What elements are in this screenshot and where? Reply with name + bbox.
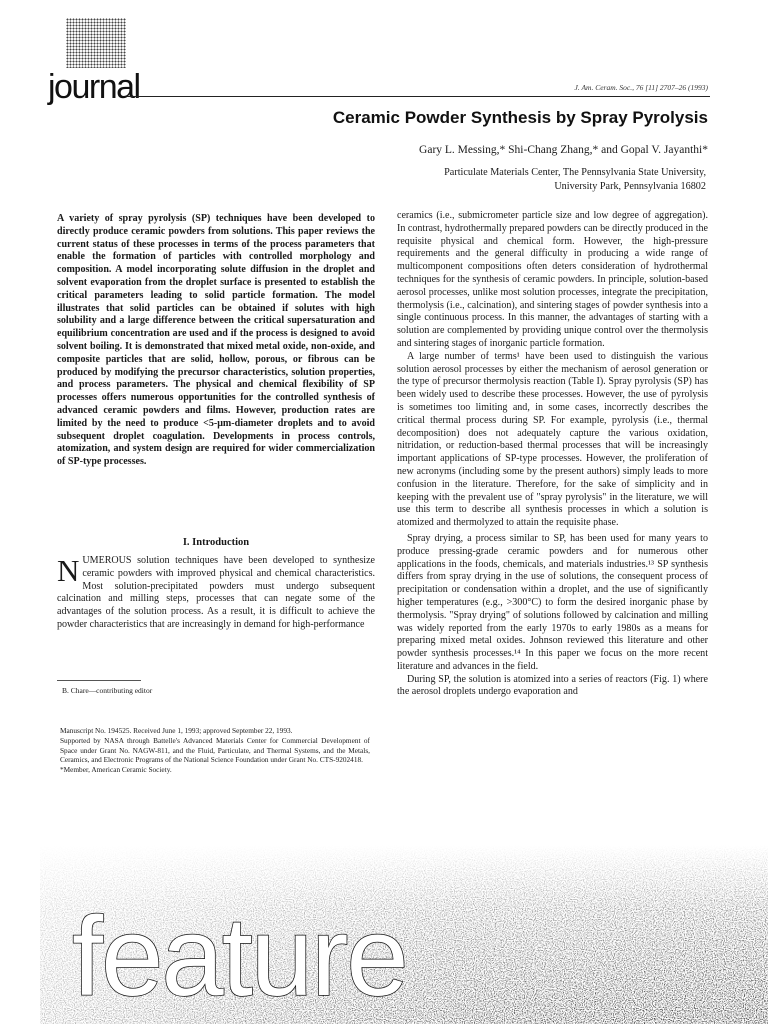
footnote-rule bbox=[57, 680, 141, 681]
masthead-halftone-decoration bbox=[66, 18, 126, 68]
paragraph: During SP, the solution is atomized into a series of reactors (Fig. 1) where the aerosol droplets undergo evaporation and bbox=[397, 673, 708, 698]
author-affiliation bbox=[444, 166, 706, 194]
feature-section-label: feature bbox=[72, 894, 407, 1019]
footnote-manuscript: Manuscript No. 194525. Received June 1, 1993; approved September 22, 1993. bbox=[60, 726, 293, 735]
right-column-text bbox=[397, 210, 708, 699]
intro-smallcaps: UMEROUS bbox=[82, 555, 132, 566]
section-heading-introduction: I. Introduction bbox=[182, 537, 250, 548]
footnote-member: *Member, American Ceramic Society. bbox=[60, 765, 172, 775]
article-authors: Gary L. Messing,* Shi-Chang Zhang,* and Gopal V. Jayanthi* bbox=[419, 144, 708, 156]
intro-body: solution techniques have been developed to synthesize ceramic powders with improved physical and chemical characteristics. Most solution-precipitated powders must undergo subsequent calcination and milling steps, processes that can negate some of the advantages of the solution process. As a result, it is difficult to achieve the powder characteristics that are increasingly in demand for high-performance bbox=[57, 555, 375, 630]
footnote-support: Supported by NASA through Battelle's Advanced Materials Center for Commercial Development of Space under Grant No. NAGW-811, and the Fluid, Particulate, and Thermal Systems, and the Metals, Ceramics, and Electronic Programs of the National Science Foundation under Grant No. CTS-9202418. bbox=[60, 735, 370, 765]
paragraph: A large number of terms¹ have been used to distinguish the various solution aerosol processes by either the mechanism of aerosol generation or the type of precursor thermolysis reaction (Table I). Spray pyrolysis (SP) has been widely used to describe these processes. However, the use of pyrolysis is sometimes too limiting and, in some cases, incorrectly describes the critical thermal process during SP. For example, pyrolysis (i.e., thermal decomposition) does not adequately capture the various oxidation, nitridation, or reduction-based thermal processes that will be increasingly important applications of SP-type processes. However, the proliferation of new acronyms (including some by the present authors) simply leads to more confusion in the literature. Therefore, for the sake of simplicity and in keeping with the prevalent use of "spray pyrolysis" in the literature, we will use this term to describe all synthesis processes in which a solution is atomized and thermolyzed to attain the requisite phase. bbox=[397, 350, 708, 529]
affiliation-line-2: University Park, Pennsylvania 16802 bbox=[554, 181, 706, 192]
masthead-rule bbox=[127, 96, 710, 97]
paragraph: Spray drying, a process similar to SP, has been used for many years to produce pressing-grade ceramic powders and for numerous other applications in the foods, chemicals, and materials industries.¹³ SP synthesis differs from spray drying in the use of solutions, the consequent process of precipitation or condensation within a droplet, and the use of significantly higher temperatures (e.g., >300°C) to form the desired inorganic phase by thermolysis. "Spray drying" of solutions followed by calcination and milling was widely reported from the early 1970s to early 1980s as a means for preparing mixed metal oxides. Johnson reviewed this literature and other powder synthesis processes.¹⁴ In this paper we focus on the more recent literature and advances in the field. bbox=[397, 532, 708, 672]
journal-citation: J. Am. Ceram. Soc., 76 [11] 2707–26 (1993) bbox=[574, 83, 708, 92]
footnote-editor: B. Chare—contributing editor bbox=[62, 686, 153, 695]
affiliation-line-1: Particulate Materials Center, The Pennsylvania State University, bbox=[444, 167, 706, 178]
abstract: A variety of spray pyrolysis (SP) techniques have been developed to directly produce ceramic powders from solutions. This paper reviews the current status of these processes in terms of the process parameters that enable the formation of particles with controlled morphology and composition. A model incorporating solute diffusion in the droplet and solvent evaporation from the droplet surface is presented to establish the critical parameters leading to solid particle formation. The model illustrates that solid particles can be obtained if solutes with high solubility and a large difference between the critical supersaturation and equilibrium concentration are used and if the process is designed to avoid solvent boiling. It is demonstrated that mixed metal oxide, non-oxide, and composite particles that are solid, hollow, porous, or fibrous can be produced by modifying the precursor characteristics, solution properties, and process parameters. The physical and chemical flexibility of SP processes offers numerous opportunities for the controlled synthesis of advanced ceramic powders and films. However, production rates are limited by the need to produce <5-μm-diameter droplets and to avoid subsequent droplet coagulation. Developments in process controls, atomization, and system design are required for wider commercialization of SP-type processes. bbox=[57, 213, 375, 468]
introduction-text bbox=[57, 555, 375, 632]
footnotes bbox=[60, 726, 370, 775]
article-title: Ceramic Powder Synthesis by Spray Pyrolysis bbox=[332, 108, 708, 127]
paragraph: ceramics (i.e., submicrometer particle size and low degree of aggregation). In contrast, hydrothermally prepared powders can be directly produced in the requisite physical and chemical form. However, the high-pressure requirements and the general difficulty in producing a wide range of multicomponent compositions often deters consideration of hydrothermal techniques for the synthesis of ceramic powders. In principle, solution-based aerosol processes, unlike most solution processes, integrate the precipitation, thermolysis (i.e., calcination), and sintering stages of powder synthesis into a single continuous process. In this manner, the advantages of starting with a solution are complemented by providing unique control over the thermolysis and sintering stages of inorganic particle formation. bbox=[397, 210, 708, 349]
journal-masthead: journal bbox=[48, 68, 140, 106]
drop-cap: N bbox=[57, 553, 80, 588]
